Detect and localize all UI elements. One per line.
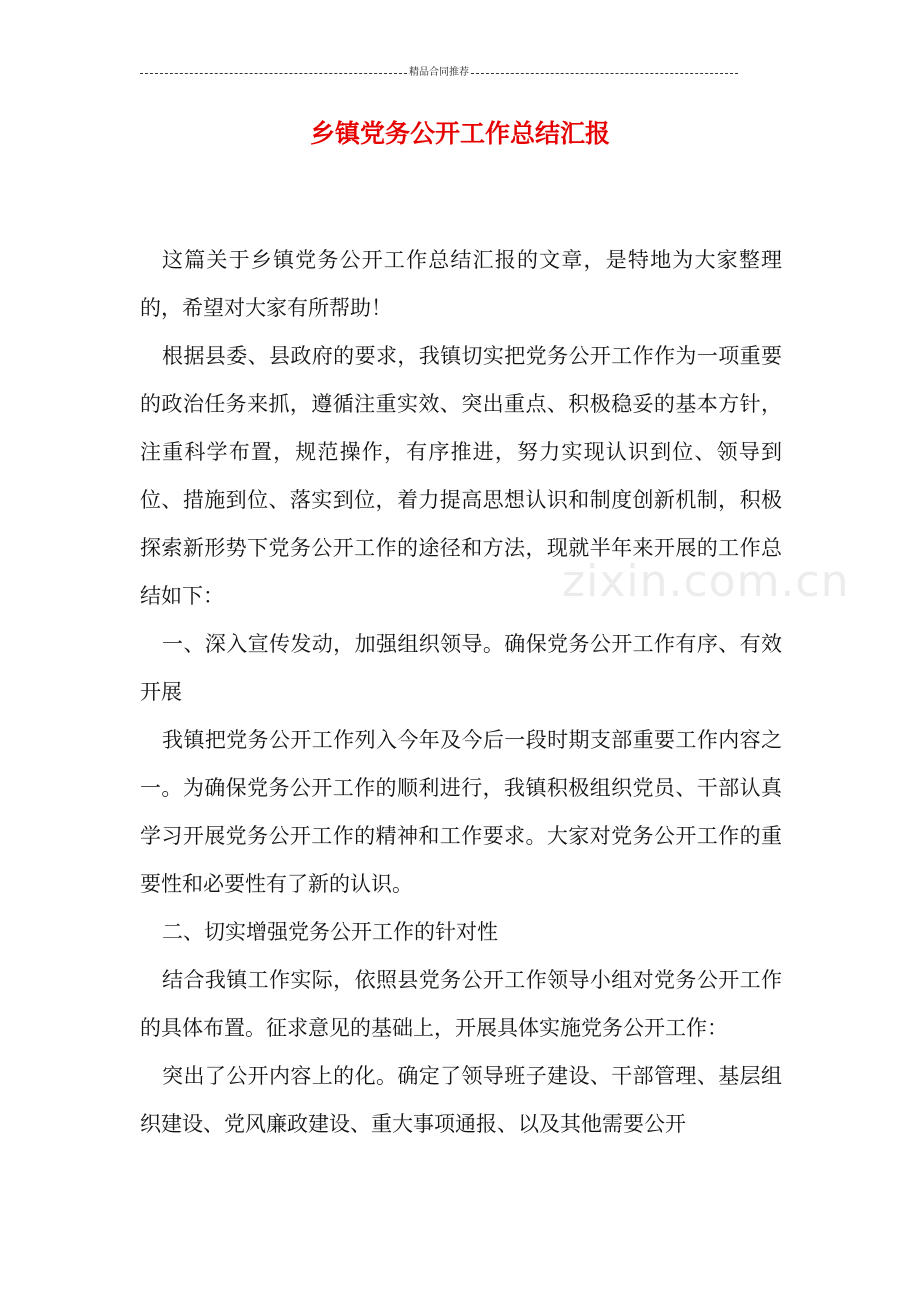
- section-heading-1: 一、深入宣传发动，加强组织领导。确保党务公开工作有序、有效开展: [140, 632, 782, 704]
- paragraph-section-2: 结合我镇工作实际，依照县党务公开工作领导小组对党务公开工作的具体布置。征求意见的基础上，开展具体实施党务公开工作：: [140, 968, 782, 1040]
- header-dash-right: [471, 73, 738, 74]
- header-dash-left: [140, 73, 407, 74]
- section-heading-2: 二、切实增强党务公开工作的针对性: [162, 920, 499, 944]
- document-body: [140, 236, 782, 1148]
- document-title: 乡镇党务公开工作总结汇报: [309, 119, 610, 148]
- watermark: zixin.com.cn: [562, 556, 850, 607]
- header-label: 精品合同推荐: [409, 67, 469, 78]
- paragraph-content-publicity: 突出了公开内容上的化。确定了领导班子建设、干部管理、基层组织建设、党风廉政建设、重大事项通报、以及其他需要公开: [140, 1064, 782, 1136]
- paragraph-intro: 这篇关于乡镇党务公开工作总结汇报的文章，是特地为大家整理的，希望对大家有所帮助！: [140, 248, 782, 320]
- paragraph-section-1: 我镇把党务公开工作列入今年及今后一段时期支部重要工作内容之一。为确保党务公开工作的顺利进行，我镇积极组织党员、干部认真学习开展党务公开工作的精神和工作要求。大家对党务公开工作的重要性和必要性有了新的认识。: [140, 728, 782, 896]
- page-header: [140, 66, 738, 80]
- paragraph-background: 根据县委、县政府的要求，我镇切实把党务公开工作作为一项重要的政治任务来抓，遵循注重实效、突出重点、积极稳妥的基本方针，注重科学布置，规范操作，有序推进，努力实现认识到位、领导到位、措施到位、落实到位，着力提高思想认识和制度创新机制，积极探索新形势下党务公开工作的途径和方法，现就半年来开展的工作总结如下：: [140, 344, 782, 608]
